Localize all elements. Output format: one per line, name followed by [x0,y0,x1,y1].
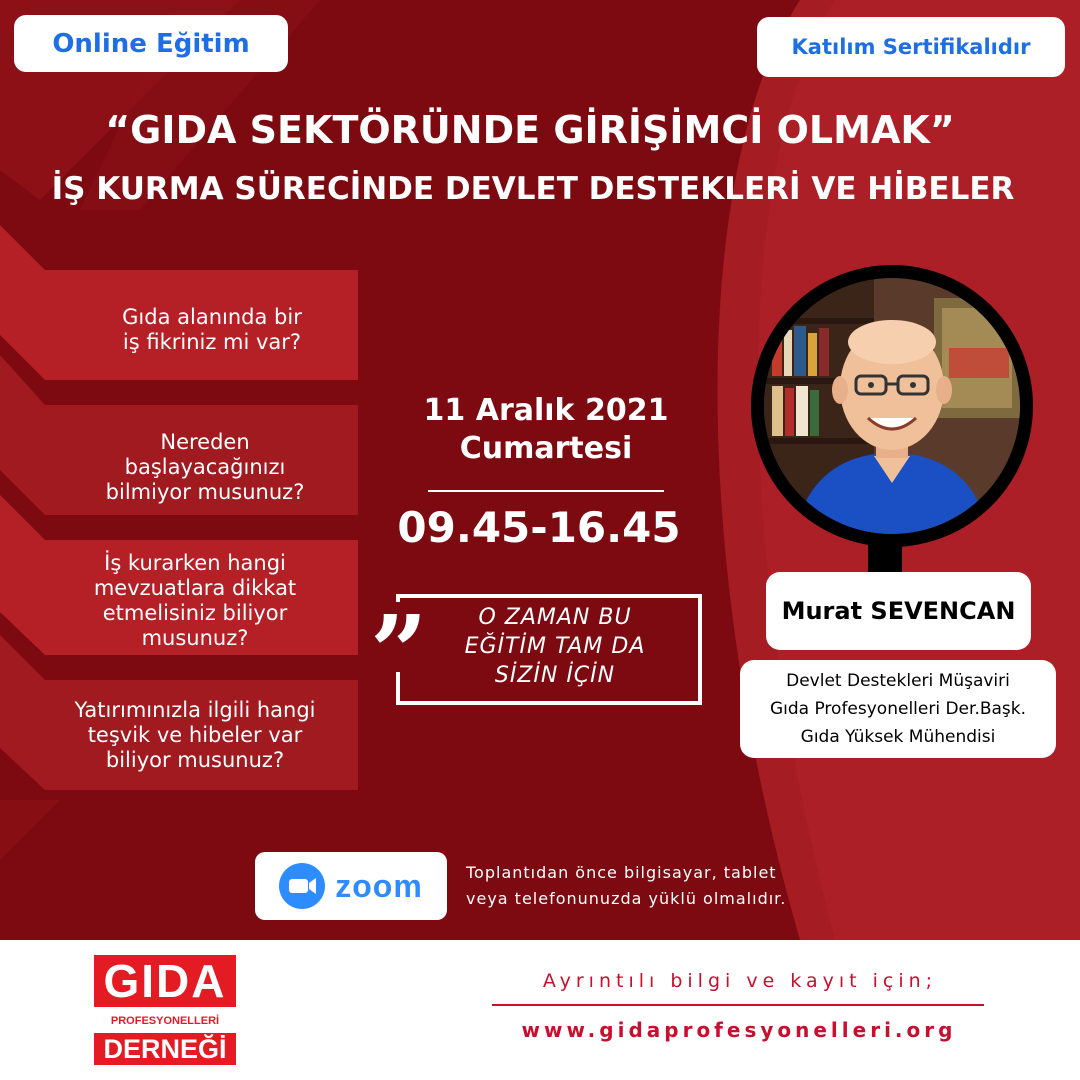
question-2-line: Nereden [160,429,250,454]
date-divider [428,490,664,492]
question-4-line: Yatırımınızla ilgili hangi [74,697,316,722]
event-time: 09.45-16.45 [397,503,681,552]
question-3-line: İş kurarken hangi [104,550,286,575]
logo-profesyonelleri: PROFESYONELLERİ [110,1015,220,1027]
event-date-text: 11 Aralık 2021 [423,393,669,428]
speaker-photo-stem [868,540,902,576]
question-4-line: biliyor musunuz? [105,747,285,772]
quote-icon: ” [370,602,428,672]
question-3-line: mevzuatlara dikkat [93,575,297,600]
question-3-line: musunuz? [141,625,249,650]
logo-gida: GIDA [94,955,236,1007]
zoom-logo-card [255,852,447,920]
speaker-name: Murat SEVENCAN [781,597,1016,625]
zoom-note-line: Toplantıdan önce bilgisayar, tablet [466,863,777,882]
question-1-line: Gıda alanında bir [122,305,302,329]
website-link[interactable]: www.gidaprofesyonelleri.org [521,1018,957,1042]
cta-line: EĞİTİM TAM DA [464,634,646,659]
question-4 [30,690,360,780]
speaker-portrait-illustration [764,278,1020,534]
speaker-title: Gıda Yüksek Mühendisi [800,727,996,747]
speaker-title: Gıda Profesyonelleri Der.Başk. [769,699,1027,719]
question-2-line: bilmiyor musunuz? [105,479,305,504]
question-1 [52,295,372,365]
zoom-wordmark: zoom [335,867,423,904]
question-3-line: etmelisiniz biliyor [102,600,288,625]
zoom-camera-icon [279,863,325,909]
cta-line: SİZİN İÇİN [494,663,616,688]
question-4-line: teşvik ve hibeler var [87,722,303,747]
info-label: Ayrıntılı bilgi ve kayıt için; [542,970,938,992]
speaker-titles-card [740,660,1056,758]
association-logo [94,955,236,1065]
certificate-badge [757,17,1065,77]
question-1-line: iş fikriniz mi var? [122,330,302,354]
headline-sub: İŞ KURMA SÜRECİNDE DEVLET DESTEKLERİ VE HİBELER [51,171,1015,207]
zoom-note [466,860,826,912]
event-day-text: Cumartesi [459,431,633,466]
speaker-photo [764,278,1020,534]
certificate-label: Katılım Sertifikalıdır [791,35,1031,59]
question-2 [40,422,370,512]
speaker-title: Devlet Destekleri Müşaviri [786,671,1010,691]
cta-text [420,603,690,690]
cta-line: O ZAMAN BU [478,605,632,630]
event-date [386,392,706,468]
speaker-name-card [766,572,1031,650]
logo-dernegi: DERNEĞİ [94,1033,236,1065]
online-training-badge [14,15,288,72]
headline-main: “GIDA SEKTÖRÜNDE GİRİŞİMCİ OLMAK” [105,108,955,152]
question-2-line: başlayacağınızı [124,454,286,479]
question-3 [30,548,360,653]
info-divider [492,1004,984,1006]
online-training-label: Online Eğitim [52,28,250,59]
zoom-note-line: veya telefonunuzda yüklü olmalıdır. [466,889,787,908]
